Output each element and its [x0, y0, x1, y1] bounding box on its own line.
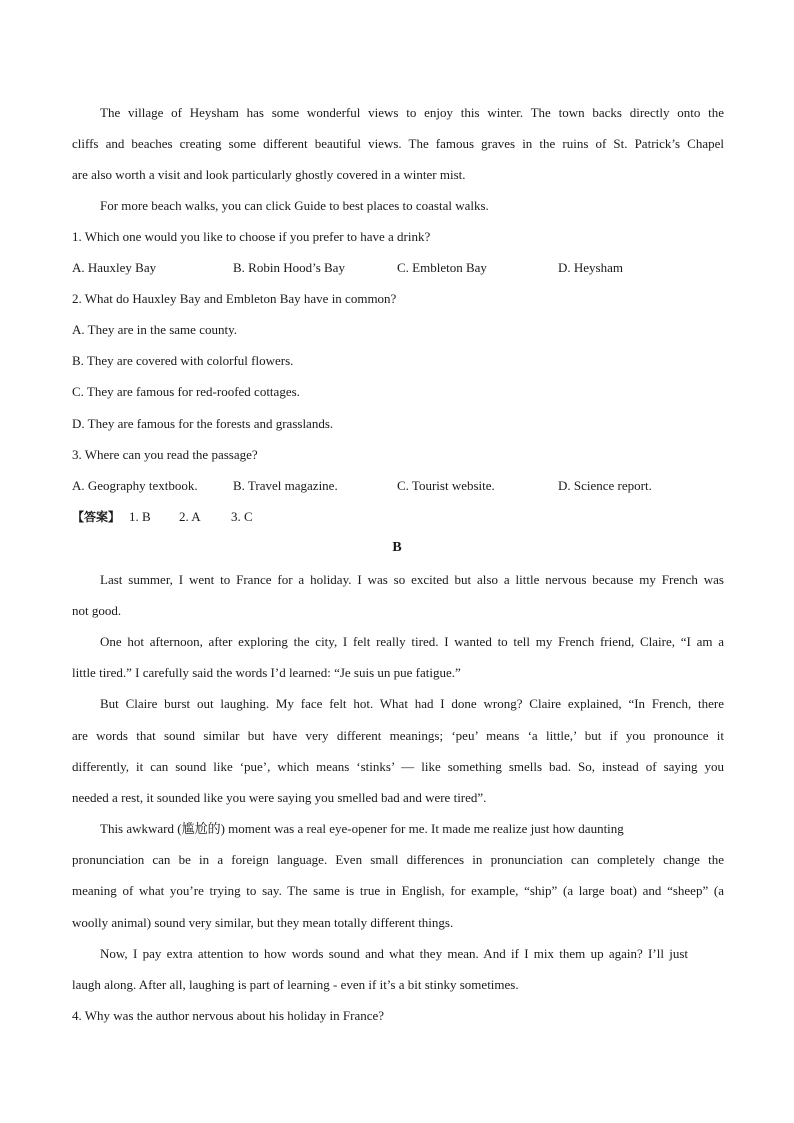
passage-a-p1-line: are also worth a visit and look particularly ghostly covered in a winter mist.: [72, 167, 466, 182]
answer-item: 2. A: [179, 509, 201, 524]
option-c: C. Embleton Bay: [397, 260, 487, 275]
answer-item: 1. B: [129, 509, 151, 524]
question-stem: 4. Why was the author nervous about his holiday in France?: [72, 1008, 385, 1023]
passage-b-line: not good.: [72, 603, 122, 618]
answer-label: 【答案】: [72, 510, 121, 524]
option-c: C. Tourist website.: [397, 478, 495, 493]
option-d: D. Science report.: [558, 478, 652, 493]
option-a: A. Geography textbook.: [72, 478, 198, 493]
passage-a-p1-line: cliffs and beaches creating some different beautiful views. The famous graves in the ruins of St. Patrick’s Chapel: [72, 136, 724, 151]
passage-b-line: needed a rest, it sounded like you were saying you smelled bad and were tired”.: [72, 790, 487, 805]
option-a: A. Hauxley Bay: [72, 260, 157, 275]
option-a: A. They are in the same county.: [72, 322, 237, 337]
passage-b-line: little tired.” I carefully said the words I’d learned: “Je suis un pue fatigue.”: [72, 665, 461, 680]
answer-item: 3. C: [231, 509, 253, 524]
question-stem: 1. Which one would you like to choose if you prefer to have a drink?: [72, 229, 431, 244]
option-c: C. They are famous for red-roofed cottages.: [72, 384, 300, 399]
passage-b-line: Now, I pay extra attention to how words sound and what they mean. And if I mix them up again? I’ll just: [100, 946, 688, 961]
passage-b-line: This awkward (尴尬的) moment was a real eye-opener for me. It made me realize just how daunting: [100, 821, 624, 836]
option-b: B. Robin Hood’s Bay: [233, 260, 345, 275]
passage-b-line: laugh along. After all, laughing is part of learning - even if it’s a bit stinky sometimes.: [72, 977, 519, 992]
passage-b-line: are words that sound similar but have very different meanings; ‘peu’ means ‘a little,’ but if you pronounce it: [72, 728, 724, 743]
passage-b-line: meaning of what you’re trying to say. The same is true in English, for example, “ship” (a large boat) and “sheep” (a: [72, 883, 724, 898]
option-b: B. Travel magazine.: [233, 478, 338, 493]
passage-b-line: pronunciation can be in a foreign language. Even small differences in pronunciation can completely change the: [72, 852, 724, 867]
passage-b-line: woolly animal) sound very similar, but they mean totally different things.: [72, 915, 454, 930]
option-d: D. They are famous for the forests and grasslands.: [72, 416, 334, 431]
question-stem: 2. What do Hauxley Bay and Embleton Bay have in common?: [72, 291, 397, 306]
passage-a-p2: For more beach walks, you can click Guide to best places to coastal walks.: [100, 198, 489, 213]
section-heading: B: [392, 540, 402, 555]
passage-b-line: One hot afternoon, after exploring the city, I felt really tired. I wanted to tell my French friend, Claire, “I am a: [100, 634, 724, 649]
passage-b-line: Last summer, I went to France for a holiday. I was so excited but also a little nervous because my French was: [100, 572, 724, 587]
question-stem: 3. Where can you read the passage?: [72, 447, 258, 462]
option-b: B. They are covered with colorful flowers.: [72, 353, 294, 368]
passage-b-line: differently, it can sound like ‘pue’, which means ‘stinks’ — like something smells bad. So, instead of saying you: [72, 759, 724, 774]
passage-b-line: But Claire burst out laughing. My face felt hot. What had I done wrong? Claire explained, “In French, there: [100, 696, 724, 711]
passage-a-p1-line: The village of Heysham has some wonderful views to enjoy this winter. The town backs directly onto the: [100, 105, 724, 120]
option-d: D. Heysham: [558, 260, 623, 275]
